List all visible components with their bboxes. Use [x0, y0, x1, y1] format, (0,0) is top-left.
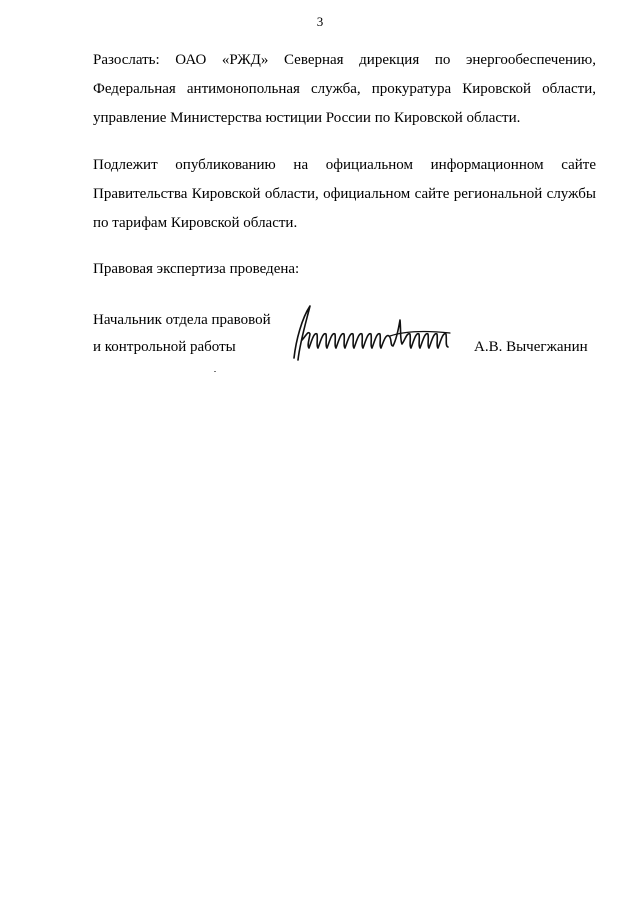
legal-review-line: Правовая экспертиза проведена:	[93, 261, 300, 277]
signatory-title	[93, 307, 271, 361]
distribution-paragraph: Разослать: ОАО «РЖД» Северная дирекция по энергообеспечению, Федеральная антимонопольная служба, прокуратура Кировской области, управление Министерства юстиции России по Кировской области.	[93, 52, 596, 126]
signatory-name: А.В. Вычегжанин	[474, 339, 588, 355]
signatory-title-line2: и контрольной работы	[93, 339, 236, 355]
page-number: 3	[316, 14, 324, 29]
signatory-title-line1: Начальник отдела правовой	[93, 312, 271, 328]
scan-speck	[214, 371, 216, 372]
publication-paragraph: Подлежит опубликованию на официальном информационном сайте Правительства Кировской области, официальном сайте региональной службы по тарифам Кировской области.	[93, 157, 596, 231]
handwritten-signature	[282, 300, 462, 370]
